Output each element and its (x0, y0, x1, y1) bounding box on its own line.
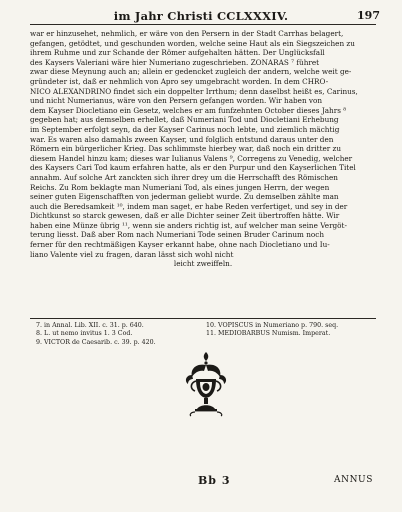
text-line: und nicht Numerianus, wäre von den Persern gefangen worden. Wir haben von (30, 96, 323, 106)
text-line: haben eine Münze übrig ¹¹, wenn sie anders richtig ist, auf welcher man seine Vergöt- (30, 220, 347, 230)
text-last-line: leicht zweiffeln. (173, 259, 233, 269)
text-line: Römern ein bürgerlicher Krieg. Das schlimmste hierbey war, daß noch ein dritter zu (30, 144, 342, 154)
text-line: seiner guten Eigenschafften von jederman geliebt wurde. Zu demselben zählte man (30, 192, 339, 202)
footnotes-right-column (206, 322, 376, 339)
text-line: Reichs. Zu Rom beklagte man Numeriani Tod, als eines jungen Herrn, der wegen (30, 182, 330, 192)
text-line: des Kaysers Cari Tod kaum erfahren hatte, als er den Purpur und den Kayserlichen Titel (30, 163, 356, 173)
footnote: 9. VICTOR de Caesarib. c. 39. p. 420. (36, 338, 156, 346)
text-line: gefangen, getödtet, und geschunden worden, welche seine Haut als ein Siegszeichen zu (30, 38, 355, 48)
text-line: liano Valente viel zu fragen, daran lässt sich wohl nicht (30, 249, 234, 259)
text-line: war. Es waren also damahls zween Kayser, und folglich entstund daraus unter den (30, 134, 334, 144)
fleur-vase-ornament-icon (182, 351, 230, 417)
signature-mark: Bb 3 (198, 474, 231, 487)
page-footer (0, 474, 402, 490)
catchword: ANNUS (334, 475, 373, 485)
text-line: im September erfolgt seyn, da der Kayser Carinus noch lebte, und ziemlich mächtig (30, 124, 340, 134)
text-line: gründeter ist, daß er nehmlich von Apro sey umgebracht worden. In dem CHRO- (30, 76, 329, 86)
footnote: 8. L. ut nemo invitus 1. 3 Cod. (36, 330, 133, 338)
text-line: annahm. Auf solche Art zanckten sich ihrer drey um die Herrschafft des Römischen (30, 172, 338, 182)
footnote-rule (30, 318, 376, 319)
text-line: terung liesst. Daß aber Rom nach Numeriani Tode seinen Bruder Carinum noch (30, 230, 324, 240)
footnote: 10. VOPISCUS in Numeriano p. 790. seq. (206, 322, 339, 329)
text-line: diesem Handel hinzu kam; dieses war Iulianus Valens ⁹, Corregens zu Venedig, welcher (30, 153, 353, 163)
text-line: auch die Beredsamkeit ¹⁰, indem man saget, er habe Reden verfertiget, und sey in der (30, 201, 348, 211)
running-head: im Jahr Christi CCLXXXIV. (113, 9, 289, 23)
text-line: war er hinzusehet, nehmlich, er wäre von den Persern in der Stadt Carrhas belagert, (30, 29, 344, 38)
text-line: gegeben hat; aus demselben erhellet, daß Numeriani Tod und Diocletiani Erhebung (30, 115, 339, 125)
header-rule (30, 24, 376, 25)
footnote: 7. in Annal. Lib. XII. c. 31. p. 640. (36, 322, 144, 329)
text-line: zwar diese Meynung auch an; allein er gedencket zugleich der andern, welche weit ge- (30, 67, 352, 77)
main-text (30, 29, 376, 269)
footnote: 11. MEDIOBARBUS Numism. Imperat. (206, 330, 331, 338)
text-line: des Kaysers Valeriani wäre hier Numeriano zugeschrieben. ZONARAS ⁷ führet (30, 57, 320, 67)
text-line: Dichtkunst so starck gewesen, daß er alle Dichter seiner Zeit übertroffen hätte. Wir (30, 211, 340, 221)
text-line: ferner für den rechtmäßigen Kayser erkannt habe, ohne nach Diocletiano und Iu- (30, 240, 330, 250)
page-number: 197 (357, 9, 380, 22)
text-line: ihrem Ruhme und zur Schande der Römer aufgehalten hätten. Der Unglücksfall (30, 48, 325, 58)
text-line: dem Kayser Diocletiano ein Gesetz, welches er am funfzehnten October dieses Jahrs ⁸ (30, 105, 347, 115)
text-line: NICO ALEXANDRINO findet sich ein doppelter Irrthum; denn daselbst heißt es, Carinus, (30, 86, 358, 96)
footnotes-left-column (36, 322, 206, 347)
